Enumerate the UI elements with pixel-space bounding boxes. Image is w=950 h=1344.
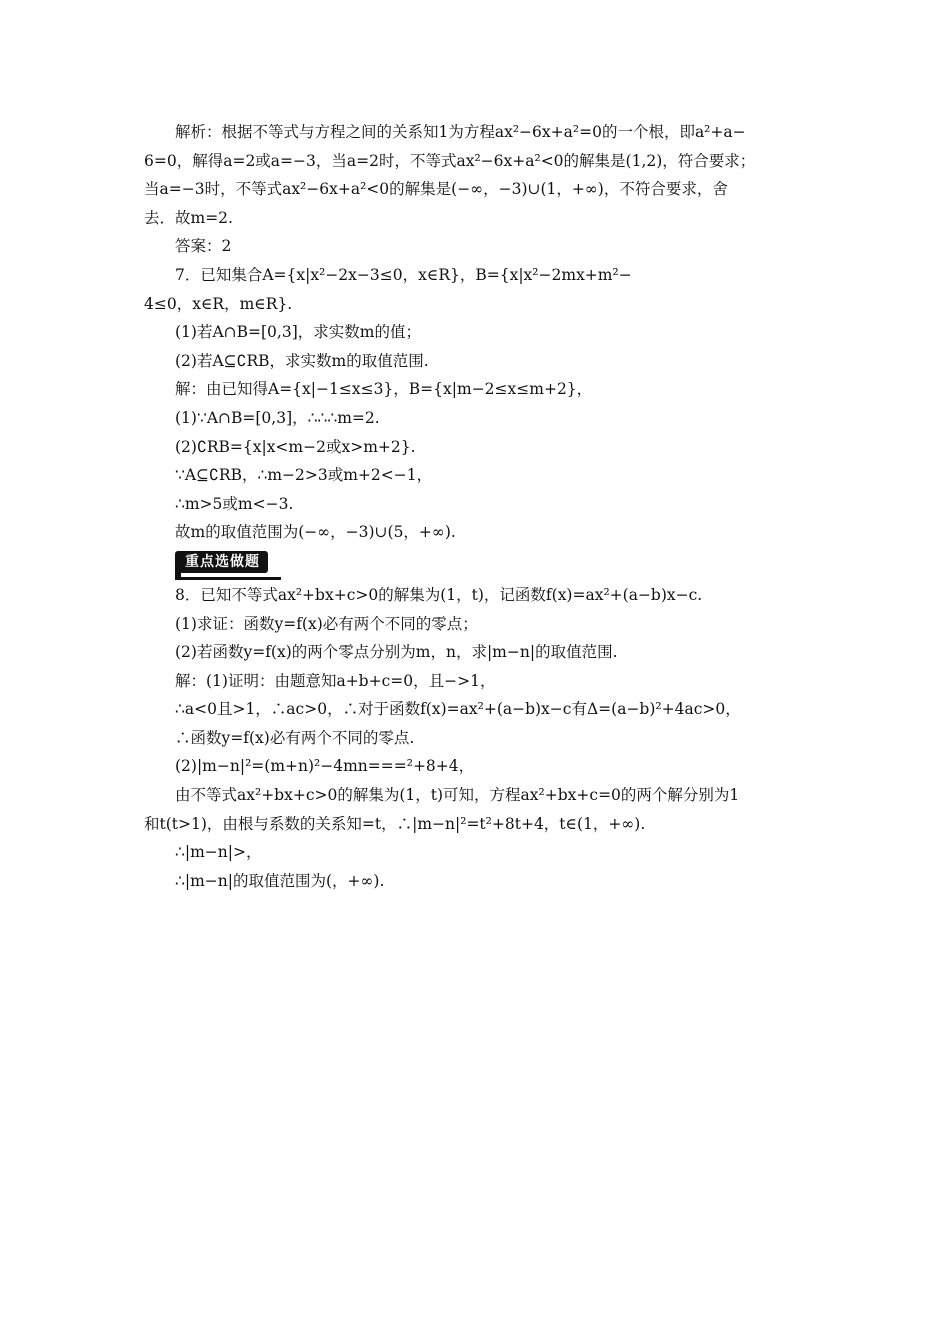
text-line: 4≤0，x∈R，m∈R}. [144, 294, 293, 313]
text-line: (1)若A∩B=[0,3]，求实数m的值； [175, 323, 421, 342]
text-line: 去．故m=2. [144, 208, 233, 227]
text-line: (2)|m−n|²=(m+n)²−4mn===²+8+4， [175, 757, 475, 776]
text-line: 6=0，解得a=2或a=−3，当a=2时，不等式ax²−6x+a²<0的解集是(1,2)，符合要求； [144, 151, 756, 170]
text-line: (1)∵A∩B=[0,3]，∴∴∴m=2. [175, 408, 380, 427]
text-line: ∴|m−n|的取值范围为(，+∞). [175, 871, 385, 890]
text-line: 由不等式ax²+bx+c>0的解集为(1，t)可知，方程ax²+bx+c=0的两个解分别为1 [175, 786, 740, 805]
text-line: ∴函数y=f(x)必有两个不同的零点. [175, 728, 415, 747]
text-line: 当a=−3时，不等式ax²−6x+a²<0的解集是(−∞，−3)∪(1，+∞)，不符合要求，舍 [144, 180, 728, 199]
text-line: 解析：根据不等式与方程之间的关系知1为方程ax²−6x+a²=0的一个根，即a²+a− [175, 123, 746, 141]
text-line: (2)∁RB={x|x<m−2或x>m+2}. [175, 437, 416, 456]
text-line: ∴a<0且>1，∴ac>0，∴对于函数f(x)=ax²+(a−b)x−c有Δ=(a−b)²+4ac>0， [175, 700, 741, 719]
text-line: 解：由已知得A={x|−1≤x≤3}，B={x|m−2≤x≤m+2}， [175, 380, 593, 399]
problem-7-line: 7．已知集合A={x|x²−2x−3≤0，x∈R}，B={x|x²−2mx+m²− [175, 265, 632, 284]
text-line: 和t(t>1)，由根与系数的关系知=t，∴|m−n|²=t²+8t+4，t∈(1，+∞). [144, 814, 646, 833]
text-line: ∴m>5或m<−3. [175, 494, 294, 513]
document-body [144, 118, 812, 895]
text-line: 故m的取值范围为(−∞，−3)∪(5，+∞). [175, 523, 456, 542]
text-line: (2)若函数y=f(x)的两个零点分别为m，n，求|m−n|的取值范围. [175, 643, 618, 662]
text-line: (2)若A⊆∁RB，求实数m的取值范围. [175, 351, 429, 370]
text-line: ∵A⊆∁RB，∴m−2>3或m+2<−1， [175, 466, 433, 485]
text-line: ∴|m−n|>， [175, 843, 262, 862]
answer-line: 答案：2 [175, 237, 232, 256]
section-badge: 重点选做题 [175, 551, 268, 573]
text-line: 解：(1)证明：由题意知a+b+c=0，且−>1， [175, 671, 496, 690]
section-badge-row [144, 547, 812, 581]
problem-8-line: 8．已知不等式ax²+bx+c>0的解集为(1，t)，记函数f(x)=ax²+(a−b)x−c. [175, 585, 703, 604]
text-line: (1)求证：函数y=f(x)必有两个不同的零点； [175, 614, 478, 633]
